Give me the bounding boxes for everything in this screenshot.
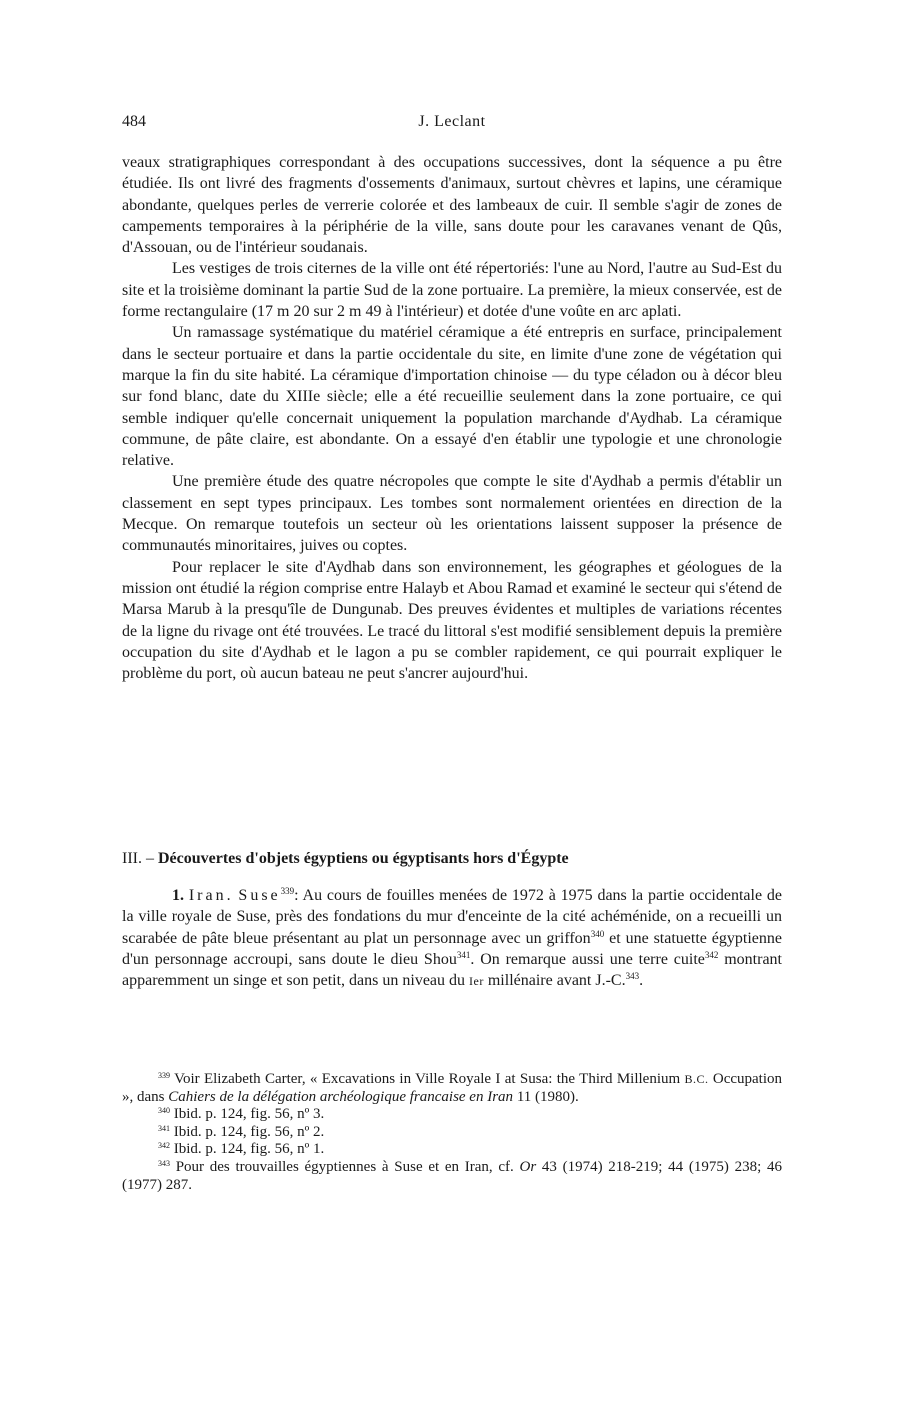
paragraph-cisterns: Les vestiges de trois citernes de la ville ont été répertoriés: l'une au Nord, l'autre au Sud-Est du site et la troisième dominant la partie Sud de la zone portuaire. La première, la mieux conservée, est de forme rectangulaire (17 m 20 sur 2 m 49 à l'intérieur) et dotée d'une voûte en arc aplati. <box>122 260 782 321</box>
text-run: Occupation », dans <box>122 1071 782 1105</box>
text-run: montrant apparemment un singe et son petit, dans un niveau du <box>122 950 783 990</box>
text-run: Pour des trouvailles égyptiennes à Suse et en Iran, cf. <box>170 1158 520 1175</box>
journal-abbrev: Or <box>519 1158 537 1175</box>
footnote-number: 343 <box>158 1158 170 1168</box>
footnote-ref-339: 339 <box>280 886 295 896</box>
bc-abbrev: B.C. <box>684 1072 709 1086</box>
footnote-ref-340: 340 <box>590 928 605 939</box>
section-text <box>122 885 782 992</box>
footnote-number: 340 <box>158 1106 170 1116</box>
footnote-ref-343: 343 <box>625 971 640 982</box>
text-run: 43 (1974) 218-219; 44 (1975) 238; 46 (1977) 287. <box>122 1158 782 1193</box>
footnote-339 <box>122 1071 782 1106</box>
text-run: : Au cours de fouilles menées de 1972 à 1975 dans la partie occidentale de la ville royale de Suse, près des fondations du mur d'enceinte de la cité achéménide, on a recueilli un scarabée de pâte bleue présentant au plat un personnage avec un griffon <box>122 887 782 947</box>
paragraph-continuation: veaux stratigraphiques correspondant à des occupations successives, dont la séquence a pu être étudiée. Ils ont livré des fragments d'ossements d'animaux, surtout chèvres et lapins, une céramique abondante, quelques perles de verrerie colorée et des lambeaux de cuir. Il semble s'agir de zones de campements temporaires à la périphérie de la ville, sans doute pour les caravanes venant de Qûs, d'Assouan, ou de l'intérieur soudanais. <box>122 154 782 257</box>
text-run: Ibid. p. 124, fig. 56, nº 3. <box>170 1106 325 1123</box>
text-run: et une statuette égyptienne d'un personnage accroupi, sans doute le dieu Shou <box>122 929 783 968</box>
section-number: III. – <box>122 850 154 867</box>
footnote-ref-341: 341 <box>456 949 471 960</box>
footnote-340 <box>122 1106 782 1124</box>
page-number: 484 <box>122 113 146 130</box>
footnote-ref-342: 342 <box>704 949 719 960</box>
journal-title: Cahiers de la délégation archéologique francaise en Iran <box>168 1088 514 1105</box>
footnote-341 <box>122 1124 782 1142</box>
footnote-number: 339 <box>158 1071 170 1080</box>
paragraph-necropoles: Une première étude des quatre nécropoles que compte le site d'Aydhab a permis d'établir un classement en sept types principaux. Les tombes sont normalement orientées en direction de la Mecque. On remarque toutefois un secteur où les orientations laissent supposer la présence de communautés minoritaires, juives ou coptes. <box>122 473 782 555</box>
paragraph-environment: Pour replacer le site d'Aydhab dans son environnement, les géographes et géologues de la mission ont étudié la région comprise entre Halayb et Abou Ramad et examiné le secteur qui s'étend de Marsa Marub à la presqu'île de Dungunab. Des preuves évidentes et multiples de variations récentes de la ligne du rivage ont été trouvées. Le tracé du littoral s'est modifié sensiblement depuis la première occupation du site d'Aydhab et le lagon a pu se combler rapidement, ce qui pourrait expliquer le problème du port, où aucun bateau ne peut s'ancrer aujourd'hui. <box>122 558 783 683</box>
text-run: Voir Elizabeth Carter, « Excavations in Ville Royale I at Susa: the Third Millenium <box>170 1071 685 1087</box>
page-header <box>122 113 782 139</box>
millennium-ordinal: Ier <box>469 974 484 989</box>
paragraph-ceramics: Un ramassage systématique du matériel céramique a été entrepris en surface, principalement dans le secteur portuaire et dans la partie occidentale du site, en limite d'une zone de végétation qui marque la fin du site habité. La céramique d'importation chinoise — du type céladon ou à décor bleu sur fond blanc, date du XIIIe siècle; elle a été recueillie seulement dans la zone portuaire, ce qui semble indiquer qu'elle concernait uniquement la population marchande d'Aydhab. La céramique commune, de pâte claire, est abondante. On a essayé d'en établir une typologie et une chronologie relative. <box>122 324 782 470</box>
text-run: Ibid. p. 124, fig. 56, nº 2. <box>170 1123 325 1140</box>
section-title: Découvertes d'objets égyptiens ou égyptisants hors d'Égypte <box>157 850 569 867</box>
paragraph-iran-suse <box>122 885 782 992</box>
footnote-342 <box>122 1141 782 1159</box>
item-number: 1. <box>172 887 184 904</box>
text-run: . <box>639 972 644 990</box>
country-name: Iran. <box>188 887 234 904</box>
text-run: 11 (1980). <box>513 1088 579 1105</box>
text-run: . On remarque aussi une terre cuite <box>470 950 705 968</box>
text-run: millénaire avant J.-C. <box>483 972 626 990</box>
footnote-343 <box>122 1159 782 1194</box>
footnotes <box>122 1071 782 1194</box>
site-name: Suse <box>238 887 281 904</box>
text-run: Ibid. p. 124, fig. 56, nº 1. <box>170 1141 325 1158</box>
running-title: J. Leclant <box>418 113 486 130</box>
main-text <box>122 152 782 684</box>
footnote-number: 341 <box>158 1123 170 1133</box>
section-heading <box>122 848 782 869</box>
footnote-number: 342 <box>158 1141 170 1151</box>
